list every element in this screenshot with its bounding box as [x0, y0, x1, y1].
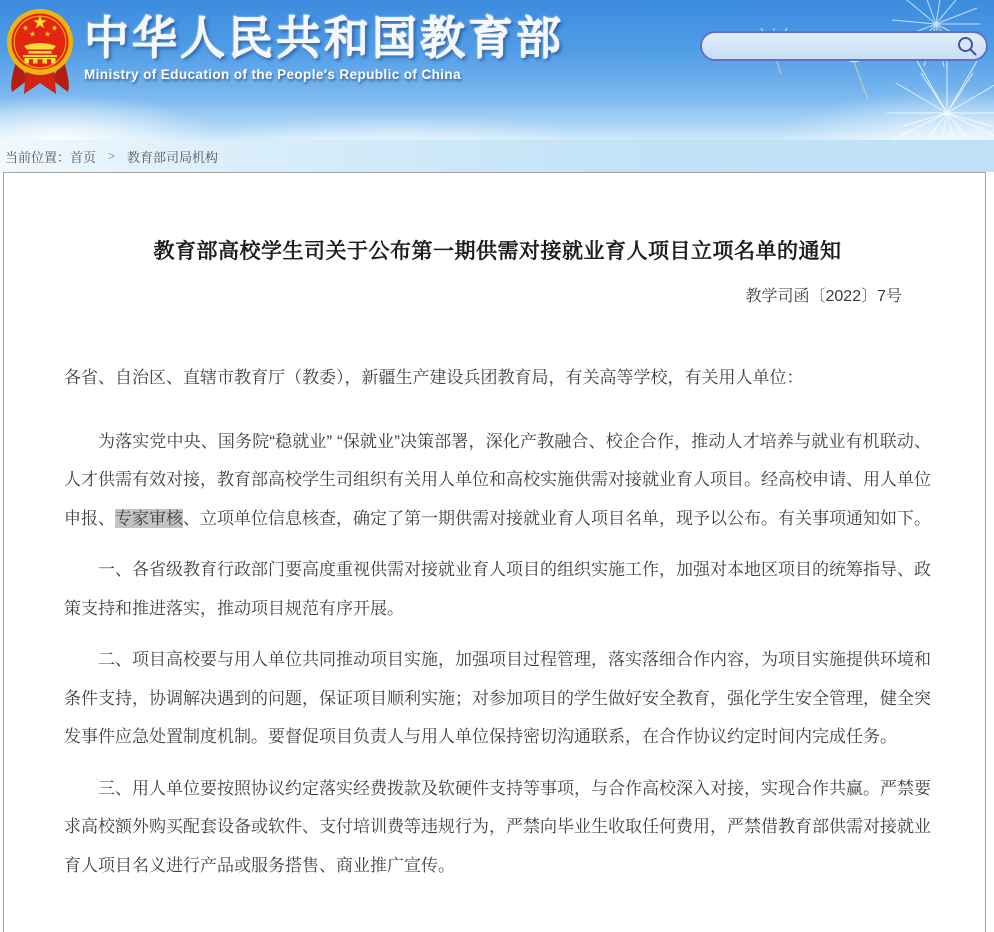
breadcrumb	[0, 140, 994, 172]
paragraph-intro	[64, 423, 931, 539]
search-icon[interactable]	[956, 35, 978, 57]
paragraph-item-3: 三、用人单位要按照协议约定落实经费拨款及软硬件支持等事项，与合作高校深入对接，实现合作共赢。严禁要求高校额外购买配套设备或软件、支付培训费等违规行为，严禁向毕业生收取任何费用，严禁借教育部供需对接就业育人项目名义进行产品或服务搭售、商业推广宣传。	[64, 778, 931, 875]
national-emblem-icon	[6, 5, 74, 97]
intro-text-post: 、立项单位信息核查，确定了第一期供需对接就业育人项目名单，现予以公布。有关事项通知如下。	[183, 508, 931, 528]
breadcrumb-home-link[interactable]: 首页	[70, 149, 97, 165]
breadcrumb-separator-icon: >	[108, 149, 116, 163]
intro-text-pre: 为落实党中央、国务院“稳就业” “保就业”决策部署，深化产教融合、校企合作，推动人才培养与就业有机联动、人才供需有效对接，教育部高校学生司组织有关用人单位和高校实施供需对接就业育人项目。经高校申请、用人单位申报、	[64, 431, 931, 528]
paragraph-item-1: 一、各省级教育行政部门要高度重视供需对接就业育人项目的组织实施工作，加强对本地区项目的统筹指导、政策支持和推进落实，推动项目规范有序开展。	[64, 560, 931, 618]
breadcrumb-current-link[interactable]: 教育部司局机构	[127, 149, 219, 165]
dandelion-decoration-icon	[882, 48, 994, 140]
document-number: 教学司函〔2022〕7号	[745, 288, 902, 305]
breadcrumb-prefix: 当前位置：	[5, 149, 71, 165]
article-container	[3, 172, 986, 932]
site-title-zh: 中华人民共和国教育部	[84, 12, 565, 63]
site-titles	[84, 13, 564, 82]
site-header	[0, 0, 994, 140]
salutation: 各省、自治区、直辖市教育厅（教委），新疆生产建设兵团教育局，有关高等学校，有关用人单位：	[64, 368, 804, 387]
search-box[interactable]	[700, 31, 988, 61]
paragraph-item-2: 二、项目高校要与用人单位共同推动项目实施，加强项目过程管理，落实落细合作内容，为项目实施提供环境和条件支持，协调解决遇到的问题，保证项目顺利实施；对参加项目的学生做好安全教育，强化学生安全管理，健全突发事件应急处置制度机制。要督促项目负责人与用人单位保持密切沟通联系，在合作协议约定时间内完成任务。	[64, 650, 931, 746]
search-input[interactable]	[702, 33, 956, 59]
site-title-en: Ministry of Education of the People's Republic of China	[84, 66, 461, 82]
article-title: 教育部高校学生司关于公布第一期供需对接就业育人项目立项名单的通知	[153, 240, 842, 263]
highlighted-text: 专家审核	[115, 508, 183, 528]
